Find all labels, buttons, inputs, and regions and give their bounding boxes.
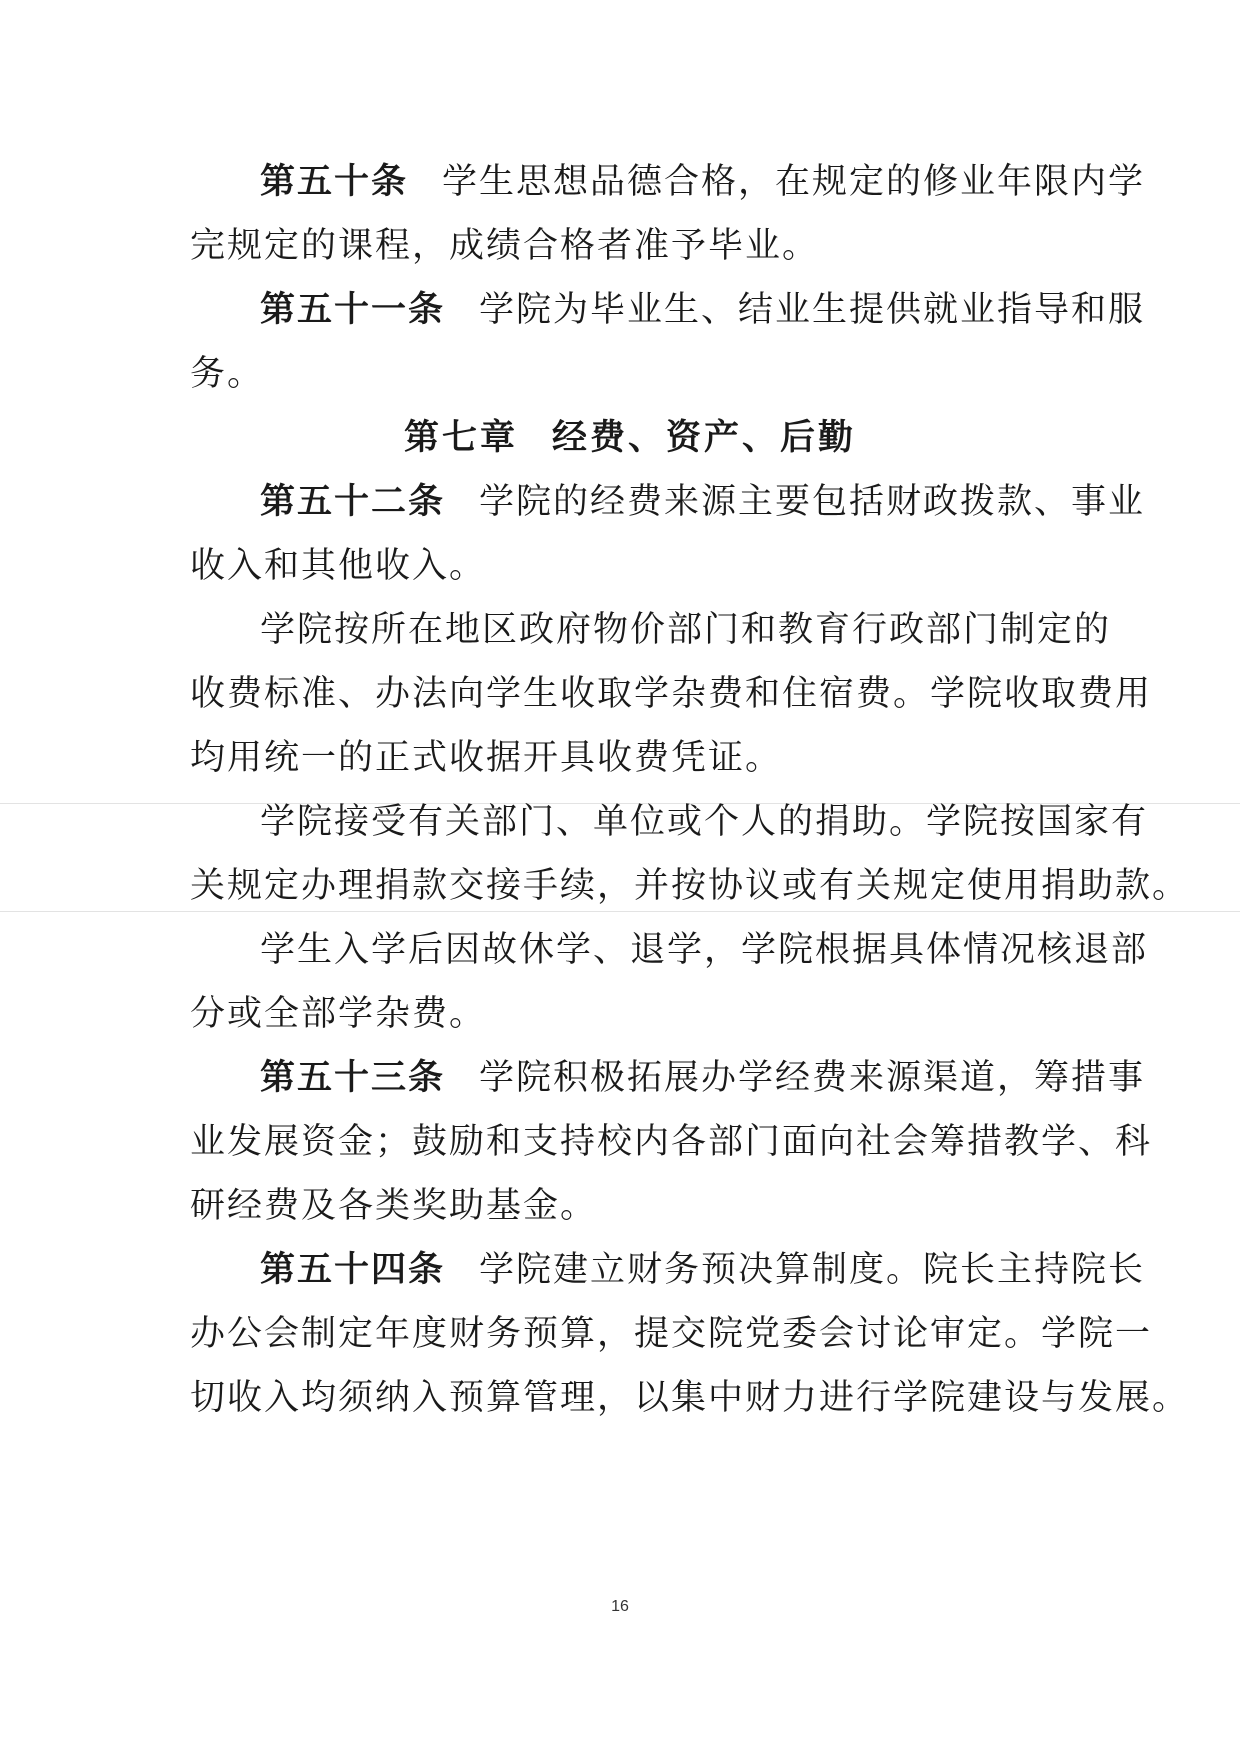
body-text xyxy=(190,150,1190,1430)
article-54-line-1 xyxy=(190,1238,1146,1302)
article-51-heading: 第五十一条 xyxy=(260,290,446,330)
article-50-line-2: 完规定的课程，成绩合格者准予毕业。 xyxy=(190,226,820,266)
article-52-line-1 xyxy=(190,470,1146,534)
page-number: 16 xyxy=(611,1598,629,1615)
article-50-line-1 xyxy=(190,150,1146,214)
article-52-para3-line-1: 学院接受有关部门、单位或个人的捐助。学院按国家有 xyxy=(260,802,1149,842)
article-52-para2-line-2: 收费标准、办法向学生收取学杂费和住宿费。学院收取费用 xyxy=(190,674,1153,714)
article-52-para3-line-2: 关规定办理捐款交接手续，并按协议或有关规定使用捐助款。 xyxy=(190,866,1190,906)
chapter-name: 经费、资产、后勤 xyxy=(552,418,857,458)
article-53-line-3: 研经费及各类奖助基金。 xyxy=(190,1186,598,1226)
article-54-text: 学院建立财务预决算制度。院长主持院长 xyxy=(479,1250,1146,1290)
article-52-para4-line-2: 分或全部学杂费。 xyxy=(190,994,487,1034)
article-52-heading: 第五十二条 xyxy=(260,482,446,522)
article-53-line-2: 业发展资金；鼓励和支持校内各部门面向社会筹措教学、科 xyxy=(190,1122,1153,1162)
article-54-line-2: 办公会制定年度财务预算，提交院党委会讨论审定。学院一 xyxy=(190,1314,1153,1354)
chapter-title xyxy=(190,406,1070,470)
article-53-text: 学院积极拓展办学经费来源渠道，筹措事 xyxy=(479,1058,1146,1098)
chapter-number: 第七章 xyxy=(403,418,518,458)
article-51-text: 学院为毕业生、结业生提供就业指导和服 xyxy=(479,290,1146,330)
article-53-line-1 xyxy=(190,1046,1146,1110)
article-53-heading: 第五十三条 xyxy=(260,1058,446,1098)
article-50-heading: 第五十条 xyxy=(260,162,409,202)
article-54-line-3: 切收入均须纳入预算管理，以集中财力进行学院建设与发展。 xyxy=(190,1378,1190,1418)
article-51-line-2: 务。 xyxy=(190,354,265,394)
article-54-heading: 第五十四条 xyxy=(260,1250,446,1290)
article-51-line-1 xyxy=(190,278,1146,342)
article-52-para4-line-1: 学生入学后因故休学、退学，学院根据具体情况核退部 xyxy=(260,930,1149,970)
article-50-text: 学生思想品德合格，在规定的修业年限内学 xyxy=(442,162,1146,202)
article-52-text: 学院的经费来源主要包括财政拨款、事业 xyxy=(479,482,1146,522)
article-52-para2-line-3: 均用统一的正式收据开具收费凭证。 xyxy=(190,738,783,778)
article-52-para2-line-1: 学院按所在地区政府物价部门和教育行政部门制定的 xyxy=(260,610,1112,650)
article-52-line-2: 收入和其他收入。 xyxy=(190,546,487,586)
